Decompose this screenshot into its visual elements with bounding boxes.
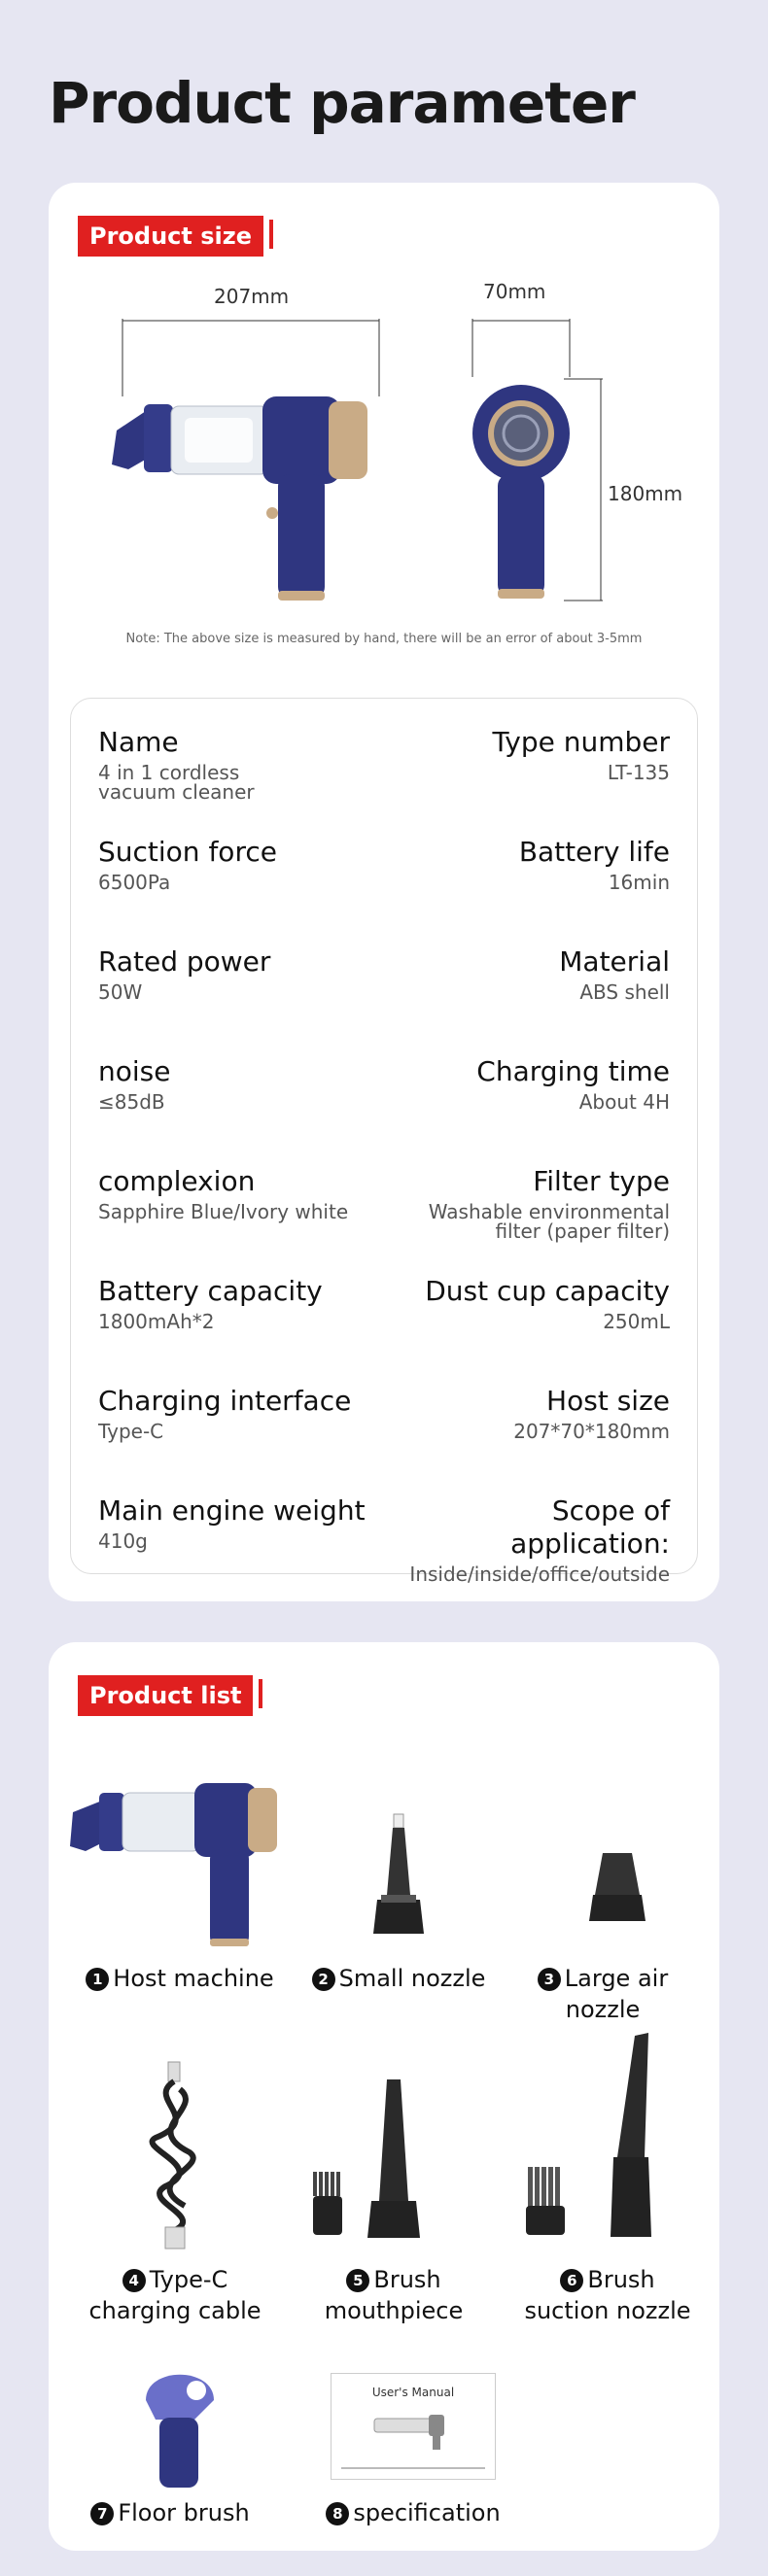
- height-dimension-label: 180mm: [608, 482, 683, 505]
- spec-value: Sapphire Blue/Ivory white: [98, 1200, 349, 1223]
- depth-dimension-label: 70mm: [483, 280, 546, 303]
- spec-item: [98, 1165, 380, 1221]
- spec-value: 16min: [608, 871, 670, 894]
- spec-label: Main engine weight: [98, 1494, 366, 1527]
- spec-label: Charging interface: [98, 1385, 352, 1417]
- spec-label: Name: [98, 726, 179, 758]
- spec-label: Type number: [492, 726, 670, 758]
- spec-value: 410g: [98, 1529, 148, 1553]
- product-size-tag: Product size: [78, 216, 263, 257]
- width-dimension-label: 207mm: [214, 285, 290, 308]
- product-list-card: [49, 1642, 719, 2551]
- measurement-note: Note: The above size is measured by hand, there will be an error of about 3-5mm: [125, 632, 643, 646]
- small-nozzle-image: [360, 1812, 437, 1948]
- spec-value: 207*70*180mm: [513, 1420, 670, 1443]
- brush-mouthpiece-image: [311, 2075, 467, 2250]
- spec-label: Battery capacity: [98, 1275, 323, 1307]
- item-large-air-nozzle-label: 3 Large air nozzle: [501, 1963, 705, 2025]
- item-floor-brush-label: 7 Floor brush: [73, 2497, 267, 2528]
- spec-item: [388, 836, 670, 892]
- spec-value: About 4H: [578, 1090, 670, 1114]
- host-machine-image: [68, 1764, 282, 1958]
- vacuum-side-view-image: [107, 309, 437, 620]
- brush-suction-nozzle-image: [520, 2031, 676, 2245]
- spec-value: ≤85dB: [98, 1090, 165, 1114]
- manual-title: User's Manual: [371, 2386, 455, 2399]
- spec-label: noise: [98, 1055, 171, 1087]
- item-host-machine-label: 1 Host machine: [73, 1963, 287, 1994]
- user-manual-image: [331, 2373, 496, 2480]
- item-type-c-cable-label: 4 Type-C charging cable: [88, 2266, 262, 2324]
- spec-item: [98, 1494, 380, 1551]
- spec-value: 4 in 1 cordless vacuum cleaner: [98, 761, 255, 804]
- spec-item: [388, 1494, 670, 1584]
- spec-value: 6500Pa: [98, 871, 171, 894]
- spec-label: Charging time: [476, 1055, 670, 1087]
- spec-item: [388, 1055, 670, 1112]
- item-brush-suction-nozzle-label: 6 Brush suction nozzle: [524, 2266, 691, 2324]
- spec-item: [98, 1055, 380, 1112]
- large-air-nozzle-image: [583, 1851, 651, 1929]
- item-brush-mouthpiece-label: 5 Brush mouthpiece: [324, 2266, 464, 2324]
- spec-label: Battery life: [518, 836, 670, 868]
- spec-value: Type-C: [98, 1420, 164, 1443]
- spec-item: [98, 945, 380, 1002]
- spec-item: [98, 836, 380, 892]
- item-specification-label: 8 specification: [306, 2497, 520, 2528]
- spec-value: 1800mAh*2: [98, 1310, 215, 1333]
- page-title: Product parameter: [49, 70, 635, 136]
- item-small-nozzle-label: 2 Small nozzle: [306, 1963, 491, 1994]
- spec-item: [388, 1385, 670, 1441]
- spec-item: [388, 1165, 670, 1241]
- specs-table: [70, 698, 698, 1586]
- spec-item: [98, 726, 380, 802]
- spec-label: Rated power: [98, 945, 271, 978]
- spec-label: Material: [559, 945, 670, 978]
- vacuum-front-view-image: [457, 309, 671, 620]
- spec-item: [98, 1385, 380, 1441]
- spec-value: ABS shell: [579, 980, 670, 1004]
- spec-item: [388, 726, 670, 782]
- spec-label: complexion: [98, 1165, 256, 1197]
- manual-vacuum-icon: [365, 2407, 462, 2452]
- floor-brush-image: [126, 2361, 233, 2497]
- spec-label: Suction force: [98, 836, 277, 868]
- product-size-card: [49, 183, 719, 1601]
- spec-value: Washable environmental filter (paper filter): [428, 1200, 670, 1243]
- spec-label: Filter type: [533, 1165, 670, 1197]
- spec-value: 250mL: [603, 1310, 670, 1333]
- spec-item: [98, 1275, 380, 1331]
- type-c-cable-image: [126, 2060, 224, 2254]
- spec-item: [388, 945, 670, 1002]
- spec-item: [388, 1275, 670, 1331]
- manual-text-line: [341, 2467, 485, 2469]
- product-list-tag: Product list: [78, 1675, 253, 1716]
- spec-value: LT-135: [607, 761, 670, 784]
- spec-value: 50W: [98, 980, 143, 1004]
- spec-label: Dust cup capacity: [425, 1275, 670, 1307]
- spec-value: Inside/inside/office/outside: [409, 1563, 670, 1586]
- spec-label: Scope of application:: [510, 1494, 670, 1560]
- spec-label: Host size: [546, 1385, 670, 1417]
